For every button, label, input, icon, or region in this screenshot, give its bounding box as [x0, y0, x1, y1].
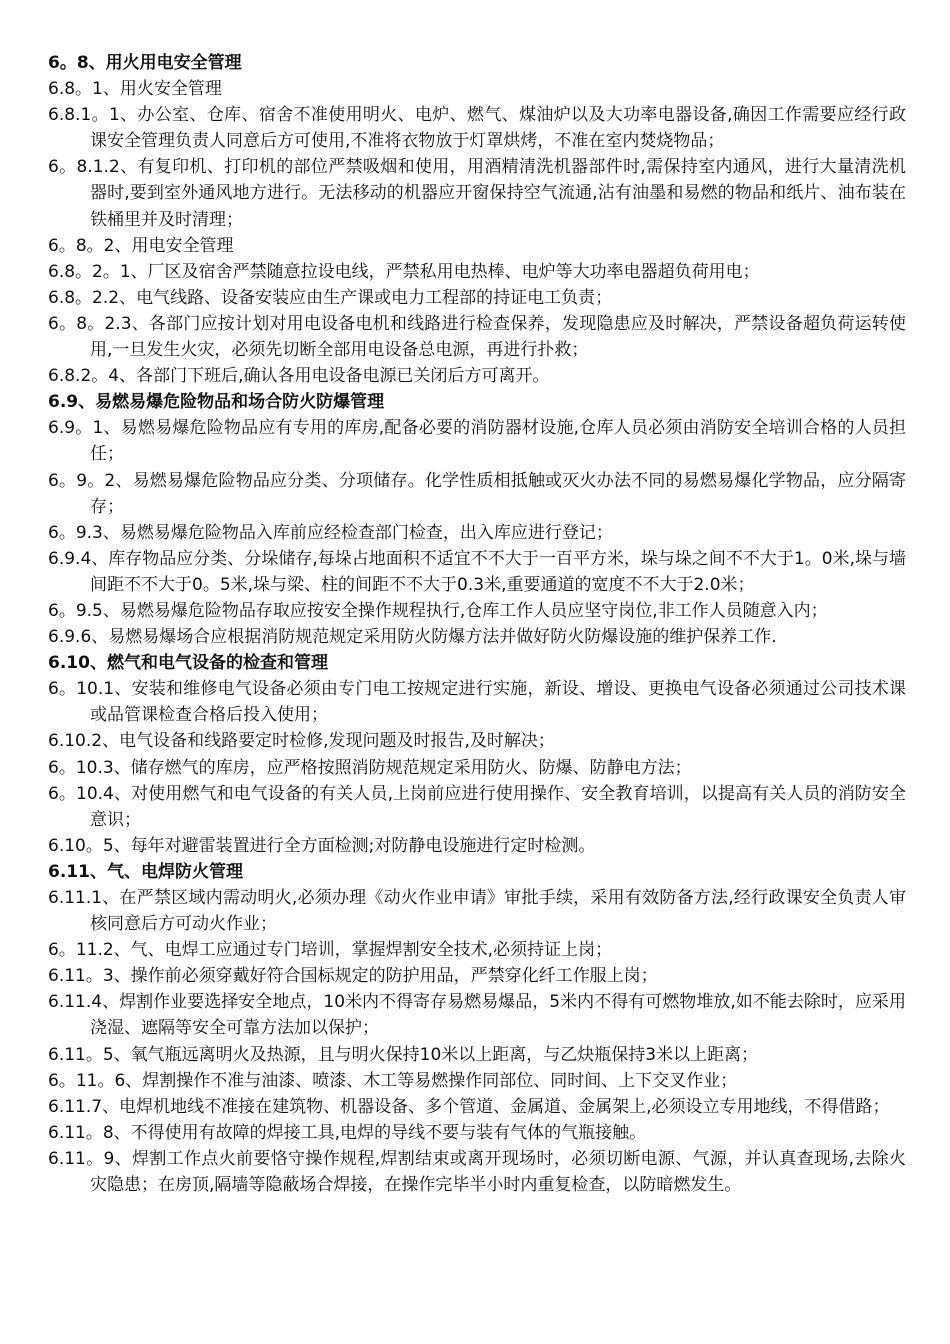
clause-item: 6.11.7、电焊机地线不准接在建筑物、机器设备、多个管道、金属道、金属架上,必须设立专用地线，不得借路； [48, 1096, 890, 1117]
clause-item: 6。10.1、安装和维修电气设备必须由专门电工按规定进行实施，新设、增设、更换电气设备必须通过公司技术课或品管课检查合格后投入使用； [48, 679, 906, 726]
clause-item: 6.8.2。4、各部门下班后,确认各用电设备电源已关闭后方可离开。 [48, 366, 550, 387]
clause-item: 6.11.4、焊割作业要选择安全地点，10米内不得寄存易燃易爆品，5米内不得有可燃物堆放,如不能去除时，应采用浇湿、遮隔等安全可靠方法加以保护； [48, 992, 906, 1039]
clause-item: 6.11。5、氧气瓶远离明火及热源，且与明火保持10米以上距离，与乙炔瓶保持3米以上距离； [48, 1044, 759, 1065]
clause-item: 6.11。3、操作前必须穿戴好符合国标规定的防护用品，严禁穿化纤工作服上岗； [48, 966, 658, 987]
clause-item: 6.9。1、易燃易爆危险物品应有专用的库房,配备必要的消防器材设施,仓库人员必须由消防安全培训合格的人员担任； [48, 418, 906, 465]
clause-item: 6.11.1、在严禁区域内需动明火,必须办理《动火作业申请》审批手续，采用有效防备方法,经行政课安全负责人审核同意后方可动火作业； [48, 888, 906, 935]
clause-item: 6.11。9、焊割工作点火前要恪守操作规程,焊割结束或离开现场时，必须切断电源、气源，并认真查现场,去除火灾隐患；在房顶,隔墙等隐蔽场合焊接，在操作完毕半小时内重复检查，以防暗燃发生。 [48, 1148, 906, 1196]
clause-item: 6。10.3、储存燃气的库房，应严格按照消防规范规定采用防火、防爆、防静电方法； [48, 757, 692, 778]
clause-item: 6。8.1.2、有复印机、打印机的部位严禁吸烟和使用，用酒精清洗机器部件时,需保持室内通风，进行大量清洗机器时,要到室外通风地方进行。无法移动的机器应开窗保持空气流通,沾有油墨和易燃的物品和纸片、油布装在铁桶里并及时清理； [48, 157, 906, 230]
section-heading: 6.9、易燃易爆危险物品和场合防火防爆管理 [48, 392, 385, 413]
clause-item: 6。11.2、气、电焊工应通过专门培训，掌握焊割安全技术,必须持证上岗； [48, 940, 613, 961]
clause-item: 6.8。2。1、厂区及宿舍严禁随意拉设电线，严禁私用电热棒、电炉等大功率电器超负荷用电； [48, 261, 760, 282]
clause-item: 6。8。2、用电安全管理 [48, 235, 234, 256]
clause-item: 6.10。5、每年对避雷装置进行全方面检测;对防静电设施进行定时检测。 [48, 835, 596, 856]
clause-item: 6。11。6、焊割操作不准与油漆、喷漆、木工等易燃操作同部位、同时间、上下交叉作业； [48, 1070, 738, 1091]
clause-item: 6。9.3、易燃易爆危险物品入库前应经检查部门检查，出入库应进行登记； [48, 522, 613, 543]
clause-item: 6。8。2.3、各部门应按计划对用电设备电机和线路进行检查保养，发现隐患应及时解决，严禁设备超负荷运转使用,一旦发生火灾，必须先切断全部用电设备总电源，再进行扑救； [48, 313, 906, 361]
clause-item: 6。9.5、易燃易爆危险物品存取应按安全操作规程执行,仓库工作人员应坚守岗位,非工作人员随意入内； [48, 600, 828, 621]
clause-item: 6.9.4、库存物品应分类、分垛储存,每垛占地面积不适宜不不大于一百平方米，垛与垛之间不不大于1。0米,垛与墙间距不不大于0。5米,垛与梁、柱的间距不不大于0.3米,重要通道的宽度不不大于2.0米； [48, 548, 906, 595]
clause-item: 6.11。8、不得使用有故障的焊接工具,电焊的导线不要与装有气体的气瓶接触。 [48, 1122, 647, 1143]
clause-item: 6。9。2、易燃易爆危险物品应分类、分项储存。化学性质相抵触或灭火办法不同的易燃易爆化学物品，应分隔寄存； [48, 470, 906, 517]
clause-item: 6.10.2、电气设备和线路要定时检修,发现问题及时报告,及时解决； [48, 731, 555, 752]
clause-item: 6。10.4、对使用燃气和电气设备的有关人员,上岗前应进行使用操作、安全教育培训，以提高有关人员的消防安全意识； [48, 783, 906, 830]
clause-item: 6.8.1。1、办公室、仓库、宿舍不准使用明火、电炉、燃气、煤油炉以及大功率电器设备,确因工作需要应经行政课安全管理负责人同意后方可使用,不准将衣物放于灯罩烘烤，不准在室内焚烧物品； [48, 105, 906, 152]
document-body [48, 50, 906, 1198]
clause-item: 6.8。1、用火安全管理 [48, 79, 222, 100]
clause-item: 6.8。2.2、电气线路、设备安装应由生产课或电力工程部的持证电工负责； [48, 287, 613, 308]
section-heading: 6.10、燃气和电气设备的检查和管理 [48, 653, 328, 674]
section-heading: 6.11、气、电焊防火管理 [48, 861, 243, 882]
section-heading: 6。8、用火用电安全管理 [48, 53, 242, 73]
clause-item: 6.9.6、易燃易爆场合应根据消防规范规定采用防火防爆方法并做好防火防爆设施的维护保养工作. [48, 627, 777, 648]
